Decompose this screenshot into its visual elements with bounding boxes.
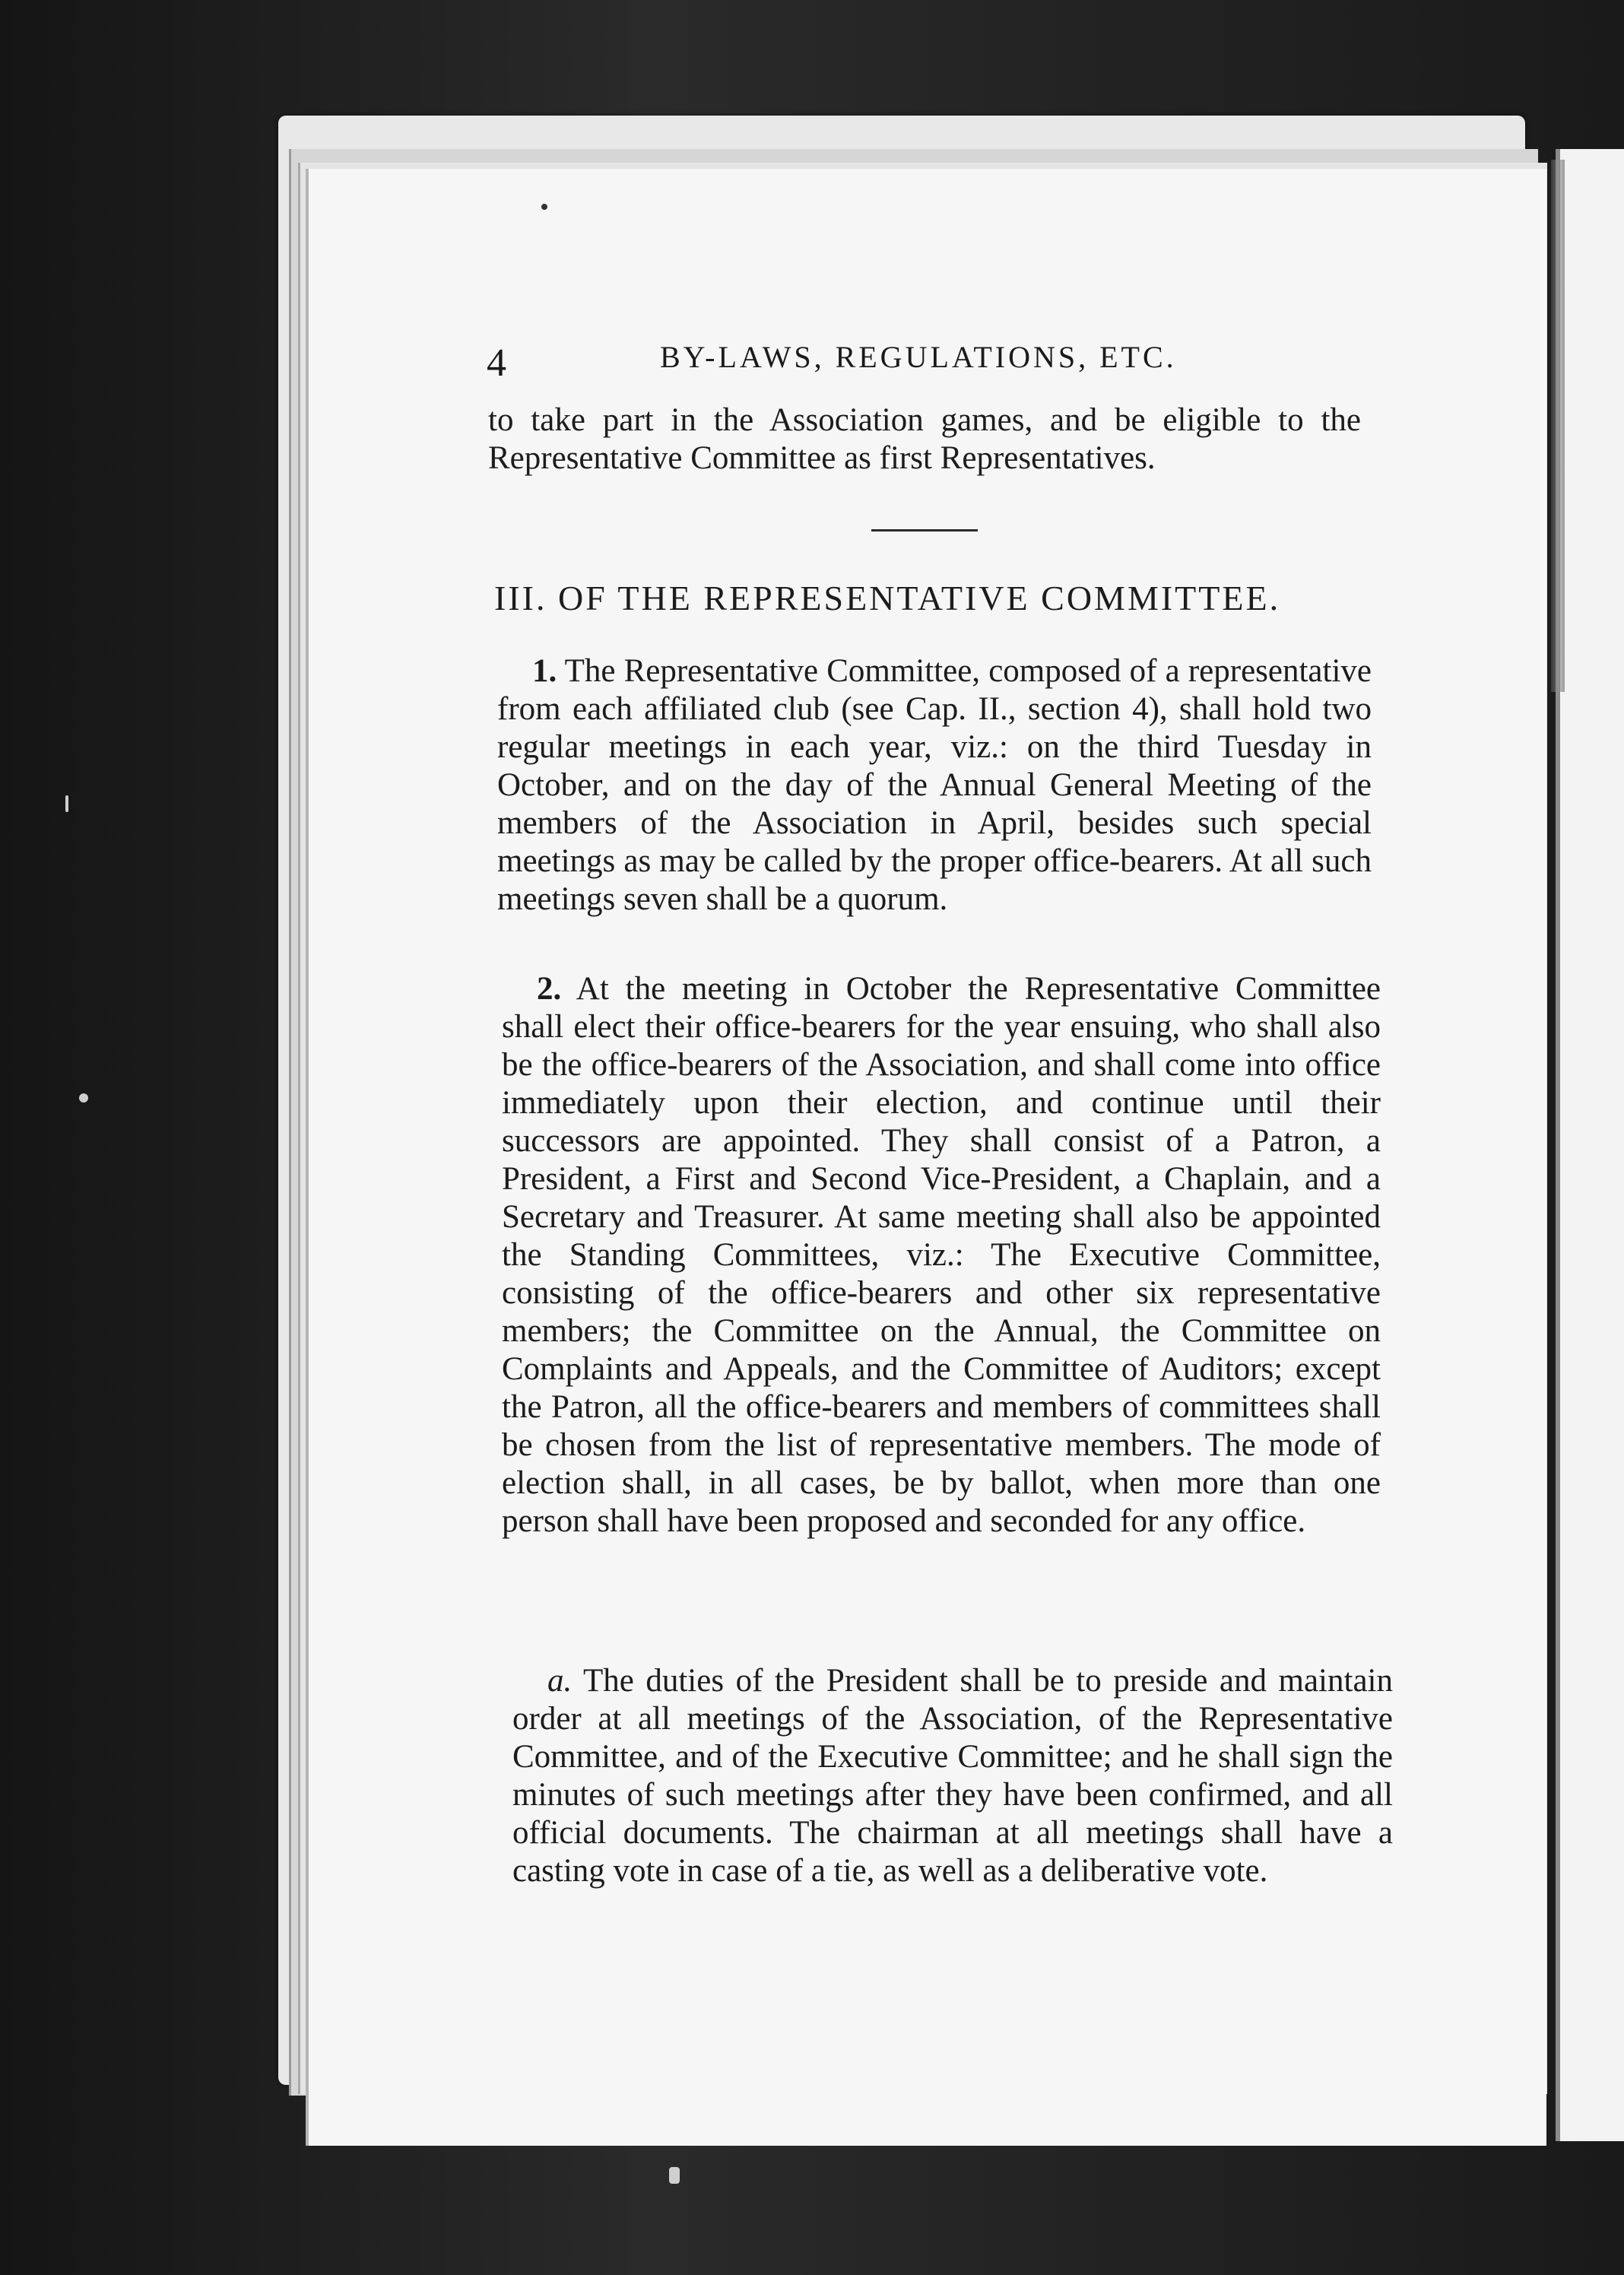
background-speck (669, 2167, 680, 2184)
paragraph-label: a. (547, 1663, 573, 1699)
background-speck (79, 1093, 88, 1103)
section-heading: III. OF THE REPRESENTATIVE COMMITTEE. (494, 579, 1281, 617)
paragraph-text: The duties of the President shall be to preside and maintain order at all meetings of the Association, of the Representative Committee, and of the Executive Committee; and he shall sign the minutes of such meetings after they have been confirmed, and all official documents. The chairman at all meetings shall have a casting vote in case of a tie, as well as a deliberative vote. (512, 1663, 1393, 1889)
section-divider (871, 529, 978, 531)
background-speck (65, 795, 68, 812)
intro-paragraph: to take part in the Association games, and be eligible to the Representative Committee as first Representatives. (488, 402, 1361, 476)
page-number: 4 (487, 341, 506, 385)
page-header (487, 333, 1376, 386)
binding-shadow (1551, 160, 1565, 692)
paragraph-label: 1. (532, 653, 557, 689)
running-head: BY-LAWS, REGULATIONS, ETC. (660, 340, 1177, 374)
facing-page-edge (1556, 149, 1624, 2141)
paragraph-a (512, 1662, 1393, 1890)
paragraph-label: 2. (537, 971, 562, 1007)
paragraph-2 (502, 970, 1381, 1540)
paragraph-1 (497, 652, 1372, 919)
page-speck (541, 204, 547, 210)
paragraph-text: At the meeting in October the Representative Committee shall elect their office-bearers for the year ensuing, who shall also be the office-bearers of the Association, and shall come into office immediately upon their election, and continue until their successors are appointed. They shall consist of a Patron, a President, a First and Second Vice-President, a Chaplain, and a Secretary and Treasurer. At same meeting shall also be appointed the Standing Committees, viz.: The Executive Committee, consisting of the office-bearers and other six representative members; the Committee on the Annual, the Committee on Complaints and Appeals, and the Committee of Auditors; except the Patron, all the office-bearers and members of committees shall be chosen from the list of representative members. The mode of election shall, in all cases, be by ballot, when more than one person shall have been proposed and seconded for any office. (502, 971, 1381, 1539)
paragraph-text: The Representative Committee, composed of a representative from each affiliated club (see Cap. II., section 4), shall hold two regular meetings in each year, viz.: on the third Tuesday in October, and on the day of the Annual General Meeting of the members of the Association in April, besides such special meetings as may be called by the proper office-bearers. At all such meetings seven shall be a quorum. (497, 653, 1372, 917)
